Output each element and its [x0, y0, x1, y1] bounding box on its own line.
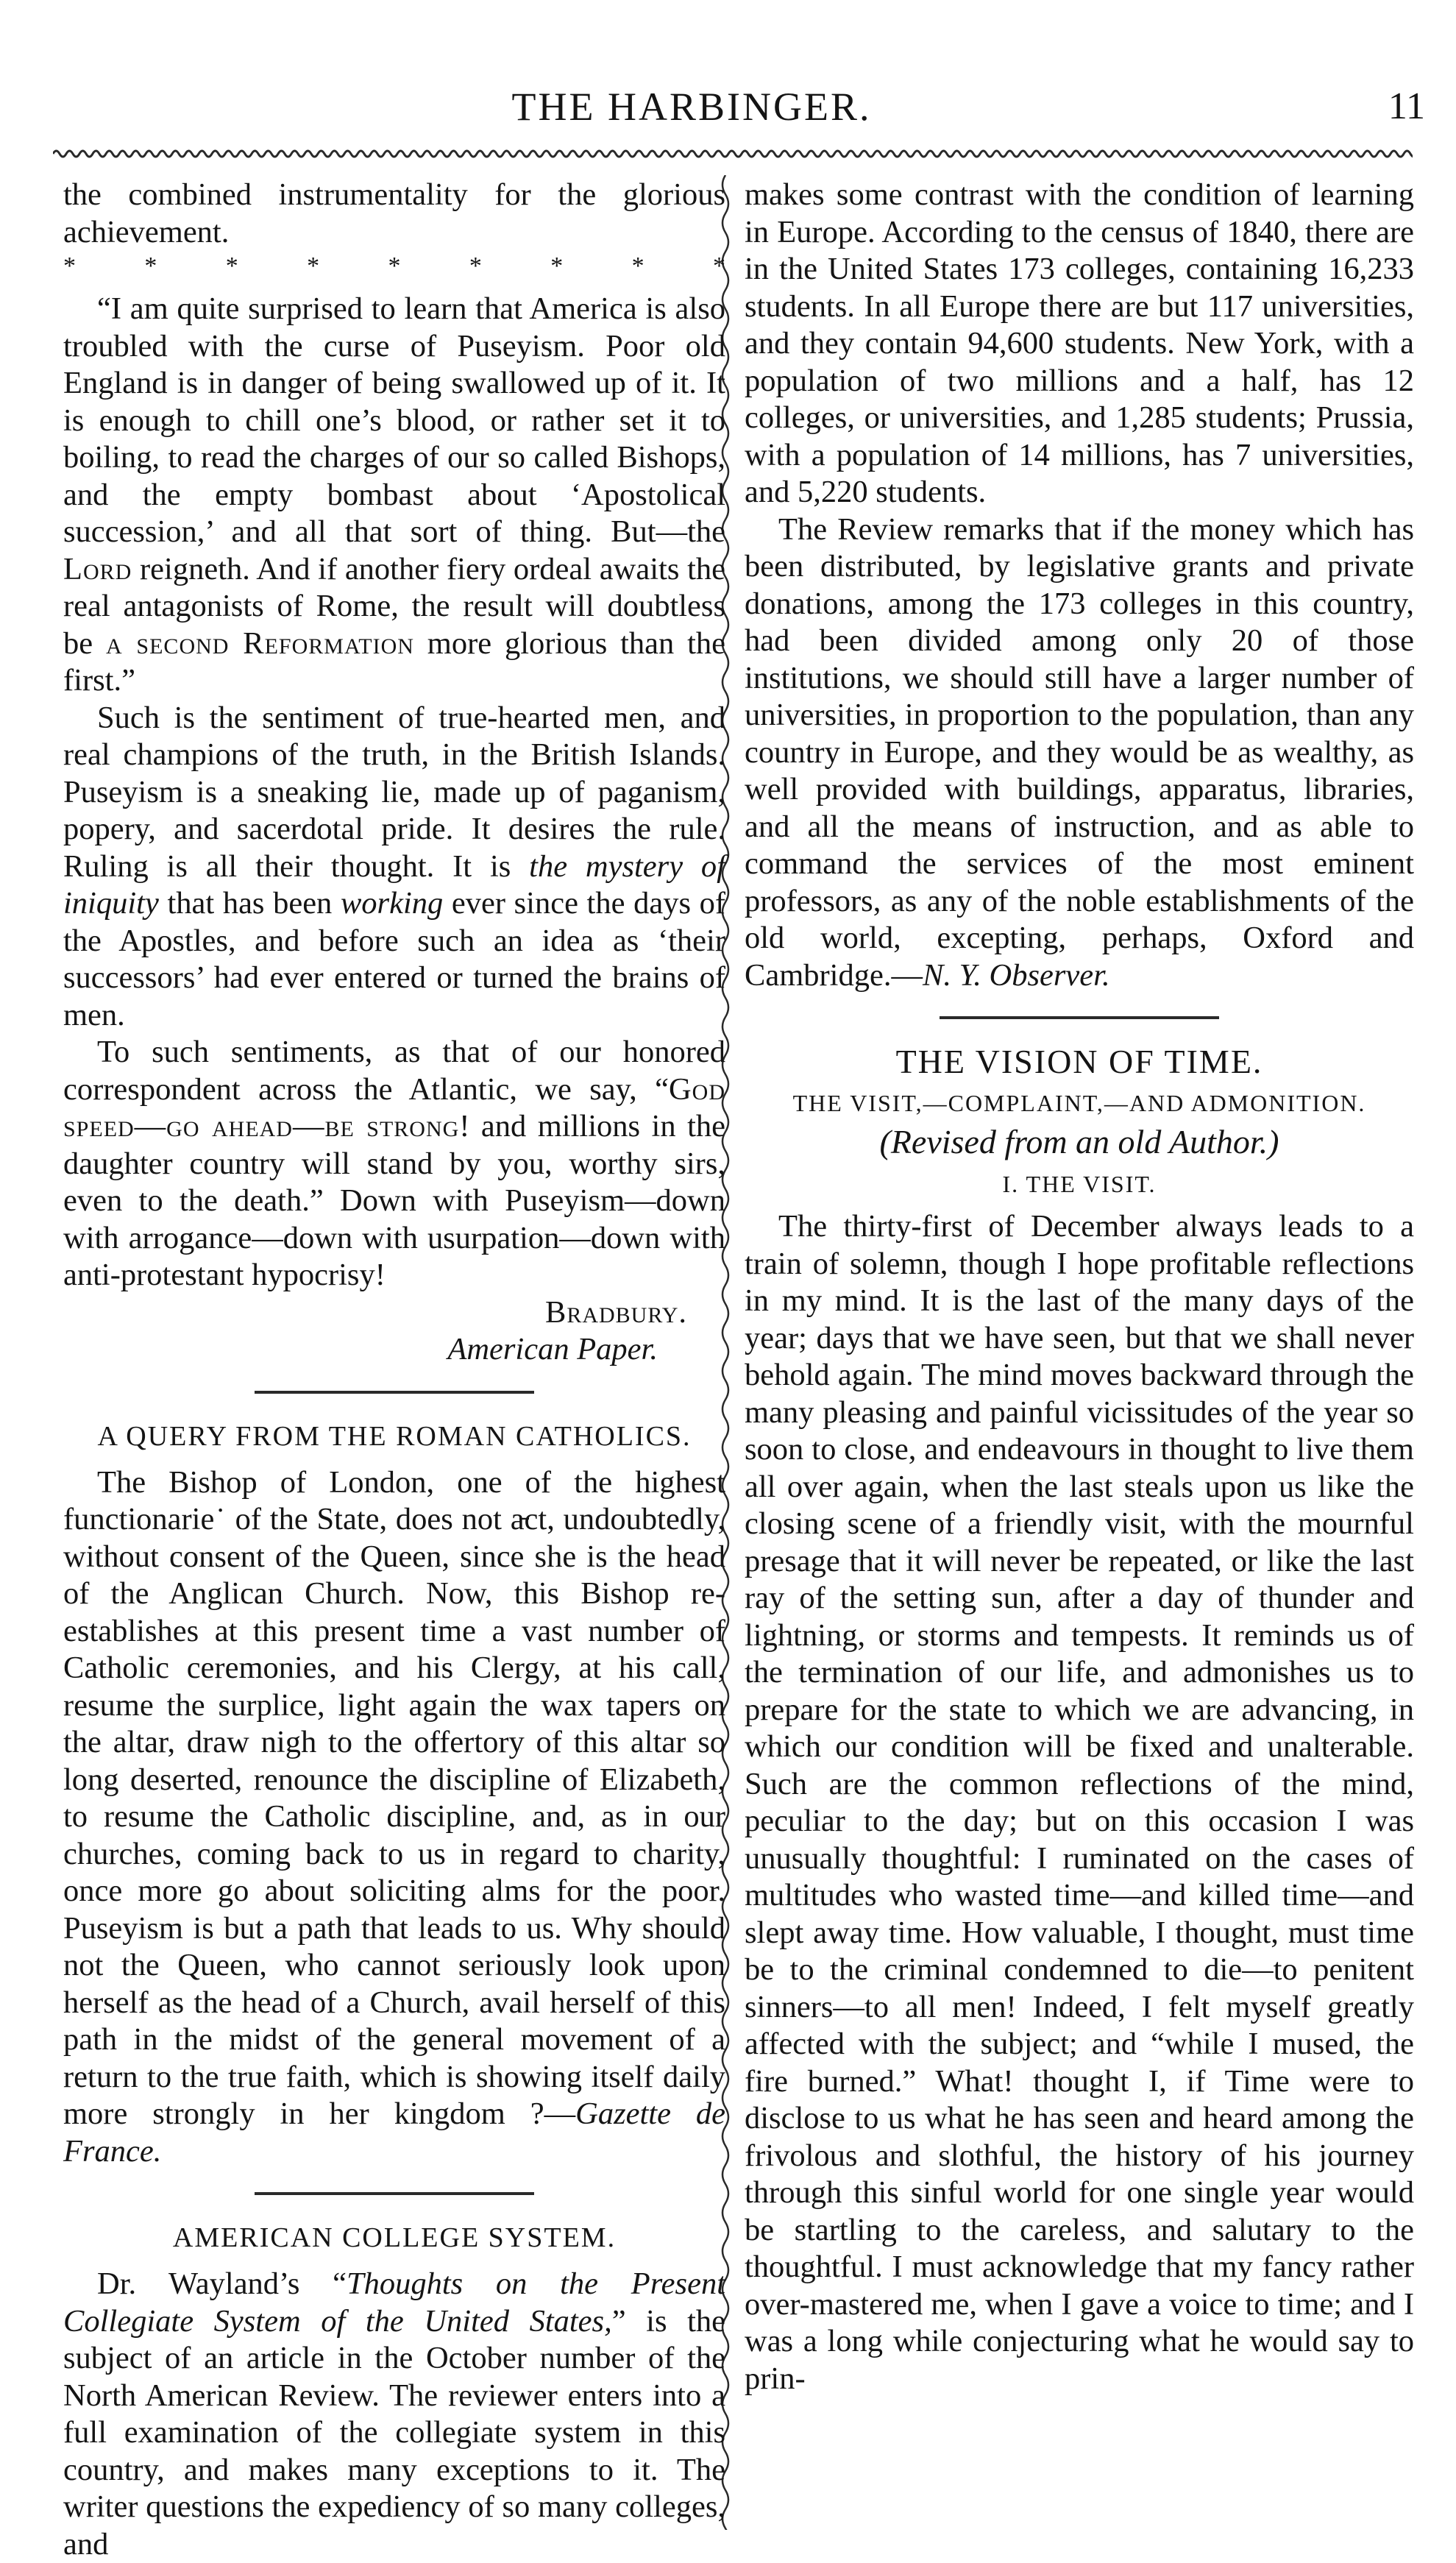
star: * — [469, 252, 482, 280]
paragraph-text: Such is the sentiment of true-hearted men, and real champions of the truth, in the British Islands. Puseyism is a sneaking lie, made up of paganism, popery, and sacerdotal pride. It desires the rule. Ruling is all their thought. It is — [63, 700, 725, 884]
college-paragraph — [63, 2266, 725, 2563]
star-separator — [63, 252, 725, 280]
wavy-rule — [53, 146, 1413, 162]
quote-paragraph — [63, 291, 725, 700]
paragraph-text: The Bishop of London, one of the highest functionarie˙ of the State, does not a̵ct, undoubtedly, without consent of the Queen, since she is the head of the Anglican Church. Now, this Bishop re-establishes at this present time a vast number of Catholic ceremonies, and his Clergy, at his call, resume the surplice, light again the wax tapers on the altar, draw nigh to the offertory of this altar so long deserted, renounce the discipline of Elizabeth, to resume the Catholic discipline, and, as in our churches, coming back to us in regard to charity, once more go about soliciting alms for the poor. Puseyism is but a path that leads to us. Why should not the Queen, who cannot seriously look upon herself as the head of a Church, avail herself of this path in the midst of the general movement of a return to the true faith, which is showing itself daily more strongly in her kingdom ?— — [63, 1464, 725, 2131]
star: * — [631, 252, 644, 280]
running-head — [0, 81, 1456, 132]
paragraph-smallcaps: God speed—go ahead—be strong — [63, 1071, 725, 1144]
section-heading: THE VISION OF TIME. — [895, 1043, 1263, 1080]
paragraph-italic: N. Y. Observer. — [922, 957, 1110, 993]
contrast-paragraph: makes some contrast with the condition of learning in Europe. According to the census of 1840, there are in the United States 173 colleges, containing 16,233 students. In all Europe there are but 117 universities, and they contain 94,600 students. New York, with a population of two millions and a half, has 12 colleges, or universities, and 1,285 students; Prussia, with a population of 14 millions, has 7 universities, and 5,220 students. — [745, 177, 1414, 509]
byline: (Revised from an old Author.) — [879, 1123, 1279, 1160]
section-rule — [255, 1391, 534, 1394]
paragraph-text: To such sentiments, as that of our honored correspondent across the Atlantic, we say, “ — [63, 1035, 725, 1107]
paragraph-text: ever since the days of the Apostles, and before such an idea as ‘their successors’ had ever entered or turned the brains of men. — [63, 886, 726, 1032]
star: * — [144, 252, 157, 280]
quote-smallcaps: a second Reformation — [105, 625, 414, 661]
section-rule — [940, 1016, 1219, 1019]
paragraph-text: ! and millions in the daughter country will stand by you, worthy sirs, even to the death.” Down with Puseyism—down with arrogance—down with usurpation—down with anti-protestant hypocrisy! — [63, 1109, 725, 1292]
running-title: THE HARBINGER. — [511, 85, 872, 129]
paragraph-text: ” is the subject of an article in the October number of the North American Review. The reviewer enters into a full examination of the collegiate system in this country, and makes many exceptions to it. The writer questions the expediency of so many colleges, and — [63, 2303, 725, 2562]
review-paragraph — [745, 511, 1414, 995]
paragraph-italic: working — [340, 886, 444, 921]
query-paragraph — [63, 1464, 725, 2171]
quote-smallcaps: Lord — [63, 551, 132, 586]
paragraph-text: The Review remarks that if the money which has been distributed, by legislative grants and private donations, among the 173 colleges in this country, had been divided among only 20 of those institutions, we should still have a larger number of universities, in proportion to the population, than any country in Europe, and they would be as wealthy, as well provided with buildings, apparatus, libraries, and all the means of instruction, and as able to command the services of the most eminent professors, as any of the noble establishments of the old world, excepting, perhaps, Oxford and Cambridge.— — [745, 511, 1414, 993]
star: * — [225, 252, 238, 280]
section-rule — [255, 2192, 534, 2195]
star: * — [307, 252, 320, 280]
star: * — [63, 252, 76, 280]
quote-text: reigneth. And if another fiery ordeal awaits the real antagonists of Rome, the result will doubtless be — [63, 551, 725, 661]
paragraph-text: that has been — [158, 886, 341, 921]
quote-text: “I am quite surprised to learn that America is also troubled with the curse of Puseyism. Poor old England is in danger of being swallowed up of it. It is enough to chill one’s blood, or rather set it to boiling, to read the charges of our so called Bishops, and the empty bombast about ‘Apostolical succession,’ and all that sort of thing. But—the — [63, 291, 725, 549]
visit-paragraph: The thirty-first of December always leads to a train of solemn, though I hope profitable reflections in my mind. It is the last of the many days of the year; days that we have seen, but that we shall never behold again. The mind moves backward through the many pleasing and painful vicissitudes of the year so soon to close, and endeavours in thought to live them all over again, when the last steals upon us like the closing scene of a friendly visit, with the mournful presage that it will never be repeated, or like the last ray of the setting sun, after a day of thunder and lightning, or storms and tempests. It reminds us of the termination of our life, and admonishes us to prepare for the state to which we are advancing, in which our condition will be fixed and unalterable. Such are the common reflections of the mind, peculiar to the day; but on this occasion I was unusually thoughtful: I ruminated on the cases of multitudes who wasted time—and killed time—and slept away time. How valuable, I thought, must time be to the criminal condemned to die—to penitent sinners—to all men! Indeed, I felt myself greatly affected with the subject; and “while I mused, the fire burned.” What! thought I, if Time were to disclose to us what he has seen and heard among the frivolous and slothful, the history of his journey through this sinful world for one single year would be startling to the careless, and salutary to the thoughtful. I must acknowledge that my fancy rather over-mastered me, when I gave a voice to time; and I was a long while conjecturing what he would say to prin- — [745, 1209, 1414, 2396]
sentiment-paragraph — [63, 700, 725, 1035]
such-sentiments-paragraph — [63, 1034, 725, 1294]
source-attribution: American Paper. — [447, 1332, 658, 1366]
section-heading: AMERICAN COLLEGE SYSTEM. — [172, 2222, 617, 2253]
right-column — [745, 177, 1414, 2397]
paragraph-text: Dr. Wayland’s “ — [97, 2266, 347, 2301]
star: * — [550, 252, 564, 280]
page-number: 11 — [1388, 85, 1425, 127]
star: * — [388, 252, 401, 280]
section-subheading: THE VISIT,—COMPLAINT,—AND ADMONITION. — [792, 1090, 1366, 1116]
subsection-heading: I. THE VISIT. — [1002, 1170, 1157, 1197]
section-heading: A QUERY FROM THE ROMAN CATHOLICS. — [97, 1420, 692, 1452]
left-column — [63, 177, 725, 2563]
signature: Bradbury. — [544, 1294, 687, 1330]
paragraph-italic: Gazette de France. — [63, 2096, 725, 2169]
quote-text: more glorious than the first.” — [63, 625, 725, 698]
opening-paragraph: the combined instrumentality for the glorious achievement. — [63, 177, 725, 249]
paragraph-italic: the mystery of iniquity — [63, 848, 725, 921]
star: * — [713, 252, 725, 280]
paragraph-italic: Thoughts on the Present Collegiate System of the United States, — [63, 2266, 725, 2339]
